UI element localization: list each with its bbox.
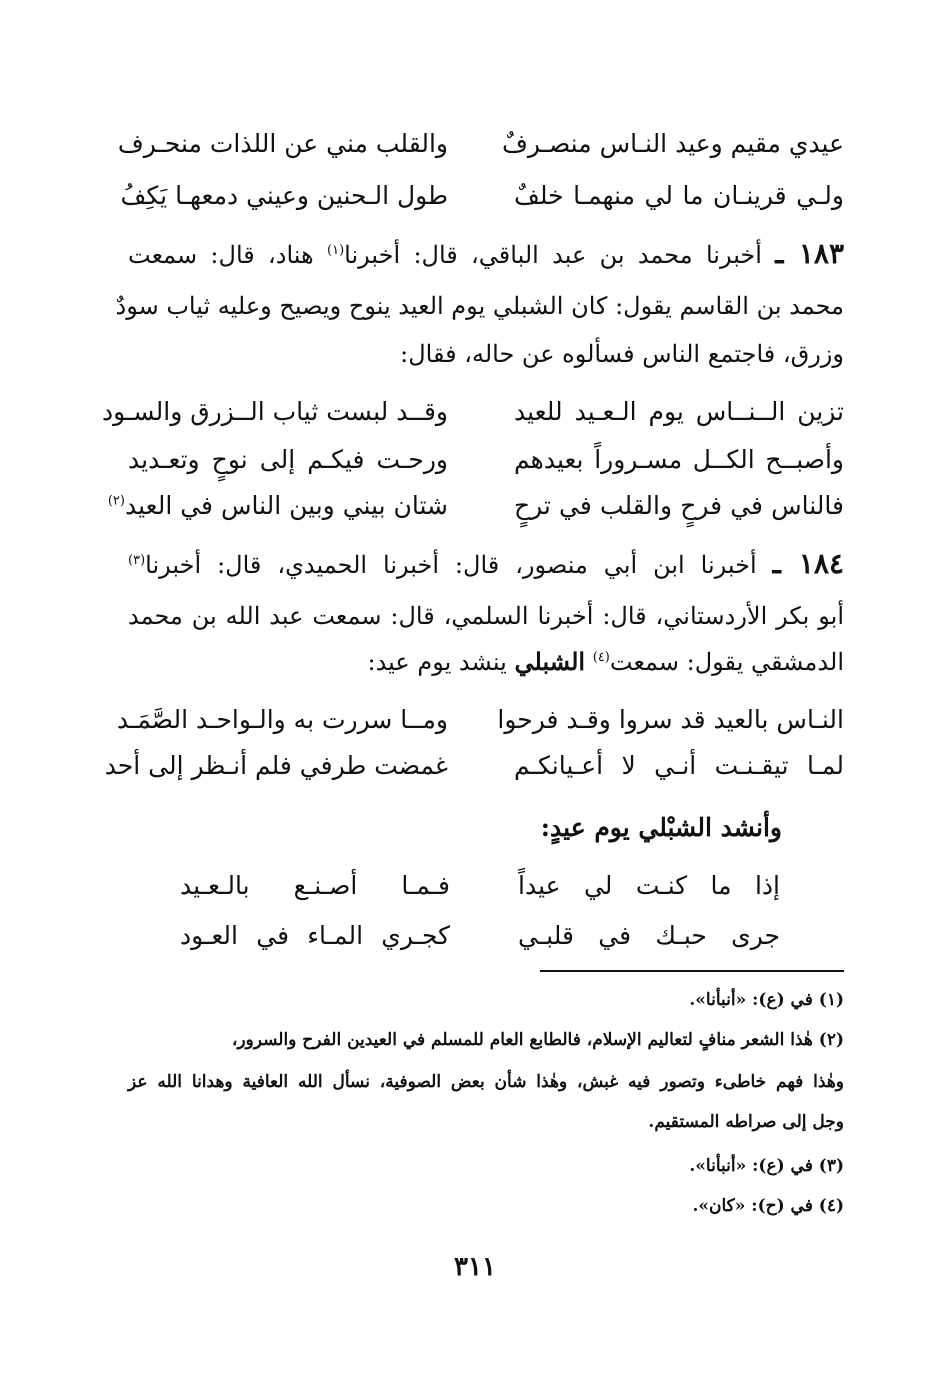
footnote-2-line-1: (٢) هٰذا الشعر منافٍ لتعاليم الإسلام، فالطابع العام للمسلم في العيدين الفرح والسرور، — [231, 1030, 844, 1050]
verse-line — [120, 174, 844, 218]
verse-first-hemistich: إذا ما كنـت لي عيداً — [518, 871, 780, 900]
verse-second-hemistich: ومــا سررت به والـواحـد الصَّمَـد — [116, 705, 448, 734]
verse-text: شتان بيني وبين الناس في العيد — [124, 491, 448, 520]
footnote-2-line-2: وهٰذا فهم خاطىء وتصور فيه غبش، وهٰذا شأن بعض الصوفية، نسأل الله العافية وهدانا الله عز — [128, 1072, 844, 1092]
verse-line — [104, 744, 844, 788]
narration-number: ١٨٤ ـ — [772, 547, 844, 580]
verse-second-hemistich: كجـري المـاء في العـود — [180, 921, 450, 950]
verse-line — [180, 914, 780, 958]
verse-first-hemistich: ولـي قرينـان ما لي منهمـا خلفٌ — [514, 181, 844, 210]
verse-first-hemistich: جرى حبـك في قلبـي — [518, 921, 780, 950]
verse-line — [117, 122, 844, 166]
narration-number: ١٨٣ ـ — [775, 237, 845, 270]
footnote-ref: (١) — [327, 243, 345, 258]
verse-line — [128, 438, 844, 482]
narration-text: ينشد يوم عيد: — [367, 648, 507, 676]
narration-text: هناد، قال: سمعت — [128, 241, 314, 269]
verse-first-hemistich: تزين الــنــاس يوم الـعـيد للعيد — [514, 397, 844, 426]
verse-line — [107, 484, 844, 528]
verse-first-hemistich: فالناس في فرحٍ والقلب في ترحٍ — [514, 491, 844, 520]
footnote-ref: (٣) — [128, 553, 146, 568]
verse-first-hemistich: النـاس بالعيد قد سروا وقـد فرحوا — [497, 705, 844, 734]
verse-line — [101, 390, 844, 434]
footnote-ref: (٢) — [107, 493, 125, 509]
verse-second-hemistich — [107, 484, 448, 528]
narration-text: الدمشقي يقول: سمعت — [609, 648, 844, 676]
footnote-2-line-3: وجل إلى صراطه المستقيم. — [648, 1112, 844, 1132]
narration-text: وزرق، فاجتمع الناس فسألوه عن حاله، فقال: — [400, 340, 844, 368]
verse-line — [116, 698, 844, 742]
verse-first-hemistich: وأصبــح الكــل مسـروراً بعيدهم — [514, 445, 844, 474]
verse-second-hemistich: غمضت طرفي فلم أنـظر إلى أحد — [104, 751, 448, 780]
paragraph-184-line-3 — [128, 636, 844, 688]
verse-second-hemistich: طول الـحنين وعيني دمعهـا يَكِفُ — [120, 181, 448, 210]
verse-second-hemistich: وقــد لبست ثياب الــزرق والسـود — [101, 397, 448, 426]
paragraph-183-line-1 — [128, 228, 844, 280]
section-heading: وأنشد الشبْلي يوم عيدٍ: — [540, 813, 782, 842]
narration-text: أخبرنا محمد بن عبد الباقي، قال: أخبرنا — [344, 241, 762, 269]
verse-second-hemistich: ورحـت فيكـم إلى نوحٍ وتعـديد — [128, 445, 448, 474]
footnote-1: (١) في (ع): «أنبأنا». — [689, 990, 844, 1010]
paragraph-184-line-2 — [128, 590, 844, 642]
page-number: ٣١١ — [454, 1252, 496, 1282]
paragraph-183-line-2 — [115, 280, 844, 332]
footnote-3: (٣) في (ع): «أنبأنا». — [689, 1156, 844, 1176]
footnote-4: (٤) في (ح): «كان». — [692, 1196, 844, 1216]
verse-first-hemistich: عيدي مقيم وعيد النـاس منصـرفٌ — [501, 129, 844, 158]
footnote-ref: (٤) — [592, 650, 610, 665]
footnote-separator — [540, 970, 844, 972]
verse-second-hemistich: فـمـا أصـنـع بالـعـيد — [180, 871, 450, 900]
narration-text: محمد بن القاسم يقول: كان الشبلي يوم العيد ينوح ويصيح وعليه ثياب سودٌ — [115, 292, 844, 320]
narration-name: الشبلي — [514, 647, 586, 676]
narration-text: أخبرنا ابن أبي منصور، قال: أخبرنا الحميدي، قال: أخبرنا — [145, 551, 757, 579]
verse-second-hemistich: والقلب مني عن اللذات منحـرف — [117, 129, 448, 158]
verse-first-hemistich: لمـا تيقـنـت أنـي لا أعـيانكـم — [514, 751, 844, 780]
paragraph-184-line-1 — [128, 538, 844, 590]
verse-line — [180, 864, 780, 908]
paragraph-183-line-3 — [128, 328, 844, 380]
narration-text: أبو بكر الأردستاني، قال: أخبرنا السلمي، قال: سمعت عبد الله بن محمد — [128, 602, 844, 630]
